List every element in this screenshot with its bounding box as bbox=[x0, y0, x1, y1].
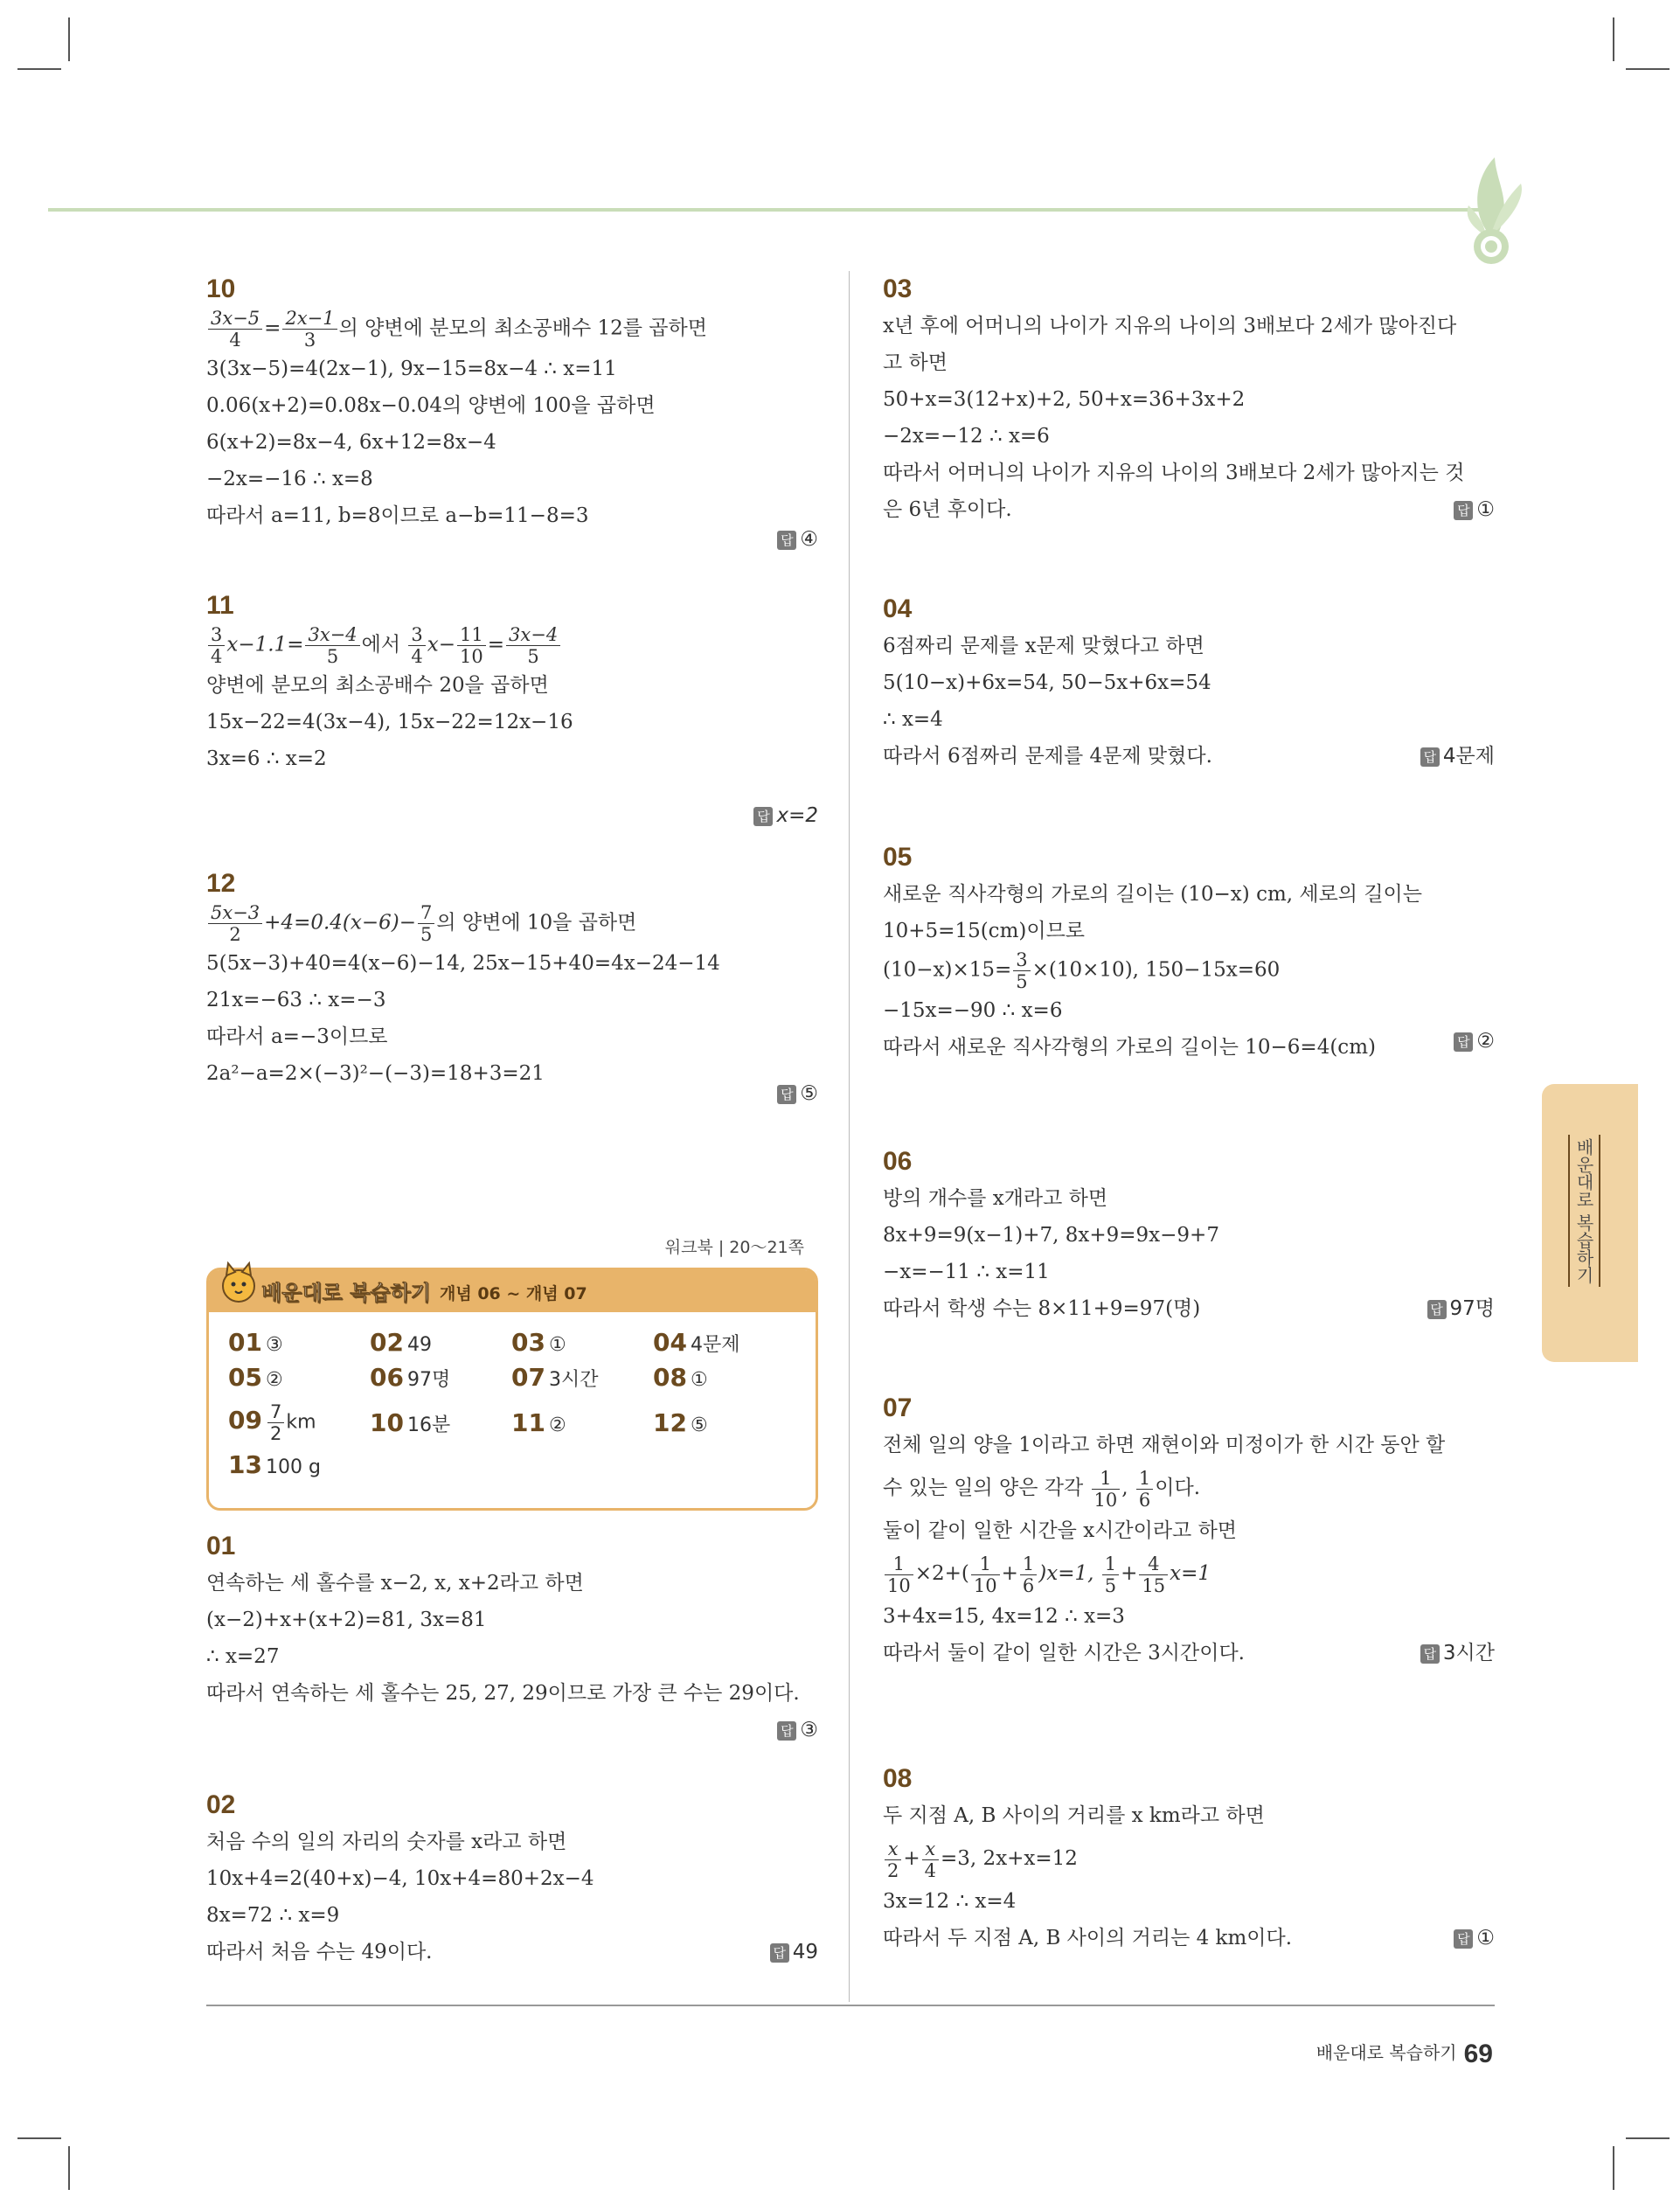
solution-line: 3x=12 ∴ x=4 bbox=[883, 1890, 1017, 1913]
crop-mark bbox=[1613, 2146, 1614, 2190]
problem-number: 08 bbox=[883, 1764, 913, 1793]
fraction bbox=[208, 308, 262, 351]
answer bbox=[1427, 1290, 1496, 1327]
answer bbox=[777, 521, 818, 558]
denominator: 3 bbox=[303, 330, 316, 351]
fraction bbox=[282, 308, 337, 351]
solution-line: 10+5=15(cm)이므로 bbox=[883, 920, 1086, 942]
review-value: km bbox=[286, 1411, 316, 1434]
text: 의 양변에 분모의 최소공배수 12를 곱하면 bbox=[338, 316, 707, 340]
answer-badge-icon: 답 bbox=[1420, 747, 1440, 767]
numerator: 3 bbox=[408, 624, 425, 646]
review-value: 4문제 bbox=[690, 1334, 740, 1356]
equation-line bbox=[206, 308, 818, 351]
numerator: 3 bbox=[1013, 949, 1030, 971]
review-number: 07 bbox=[511, 1363, 545, 1392]
answer bbox=[1454, 1920, 1495, 1956]
solution-08 bbox=[883, 1761, 1495, 1956]
numerator: 7 bbox=[418, 902, 434, 924]
denominator: 2 bbox=[887, 1859, 899, 1881]
problem-number: 05 bbox=[883, 843, 913, 872]
denominator: 4 bbox=[924, 1859, 937, 1881]
review-number: 06 bbox=[370, 1363, 404, 1392]
text: x− bbox=[427, 633, 456, 657]
denominator: 4 bbox=[229, 330, 241, 351]
review-answer bbox=[511, 1363, 598, 1392]
text: , bbox=[1121, 1477, 1135, 1499]
answer-value: 49 bbox=[792, 1941, 818, 1963]
solution-02 bbox=[206, 1787, 818, 1970]
solution-line: 2a²−a=2×(−3)²−(−3)=18+3=21 bbox=[206, 1062, 545, 1085]
solution-line: (x−2)+x+(x+2)=81, 3x=81 bbox=[206, 1609, 487, 1631]
text: 수 있는 일의 양은 각각 bbox=[883, 1477, 1090, 1499]
solution-line: 처음 수의 일의 자리의 숫자를 x라고 하면 bbox=[206, 1831, 567, 1853]
solution-03 bbox=[883, 271, 1495, 528]
equation-line bbox=[206, 902, 818, 945]
solution-line: 5(10−x)+6x=54, 50−5x+6x=54 bbox=[883, 671, 1211, 694]
denominator: 10 bbox=[973, 1574, 997, 1596]
numerator: 1 bbox=[885, 1553, 913, 1575]
solution-11 bbox=[206, 587, 818, 827]
numerator: 1 bbox=[1092, 1468, 1121, 1490]
fraction bbox=[408, 624, 425, 667]
numerator: 1 bbox=[971, 1553, 1000, 1575]
numerator: 7 bbox=[267, 1401, 284, 1423]
leaf-ornament-icon bbox=[1451, 149, 1530, 271]
fraction bbox=[971, 1553, 1000, 1596]
solution-04 bbox=[883, 591, 1495, 775]
answer-value: ① bbox=[1476, 498, 1495, 521]
solution-line: 따라서 a=−3이므로 bbox=[206, 1025, 388, 1048]
solution-line: −2x=−12 ∴ x=6 bbox=[883, 425, 1050, 448]
answer bbox=[1454, 491, 1495, 528]
text: =3, 2x+x=12 bbox=[941, 1847, 1078, 1870]
page-number: 69 bbox=[1463, 2039, 1493, 2068]
review-answer bbox=[228, 1401, 316, 1444]
review-value: ① bbox=[690, 1369, 708, 1391]
answer-value: ② bbox=[1476, 1030, 1495, 1053]
fraction bbox=[208, 902, 262, 945]
solution-line: x년 후에 어머니의 나이가 지유의 나이의 3배보다 2세가 많아진다 bbox=[883, 315, 1457, 337]
solution-line: 따라서 a=11, b=8이므로 a−b=11−8=3 bbox=[206, 504, 589, 527]
answer bbox=[777, 1712, 818, 1748]
crop-mark bbox=[17, 68, 61, 70]
review-answer bbox=[228, 1363, 283, 1392]
answer-value: x=2 bbox=[776, 804, 818, 827]
review-value: 3시간 bbox=[548, 1369, 599, 1391]
answer-badge-icon: 답 bbox=[1454, 1032, 1473, 1052]
solution-line: 따라서 두 지점 A, B 사이의 거리는 4 km이다. bbox=[883, 1927, 1293, 1949]
denominator: 2 bbox=[269, 1423, 282, 1444]
footer-label: 배운대로 복습하기 bbox=[1316, 2042, 1457, 2063]
solution-line: 은 6년 후이다. bbox=[883, 498, 1012, 521]
equation-line bbox=[206, 624, 818, 667]
crop-mark bbox=[68, 2146, 70, 2190]
answer bbox=[777, 1075, 818, 1112]
denominator: 6 bbox=[1022, 1574, 1035, 1596]
text: )x=1, bbox=[1038, 1562, 1100, 1585]
answer bbox=[770, 1934, 818, 1970]
review-value: 16분 bbox=[406, 1414, 451, 1436]
text: + bbox=[1121, 1562, 1138, 1585]
denominator: 5 bbox=[420, 924, 433, 945]
fraction bbox=[885, 1838, 901, 1881]
denominator: 5 bbox=[326, 646, 339, 667]
footer-rule bbox=[206, 2005, 1495, 2006]
solution-line: −x=−11 ∴ x=11 bbox=[883, 1261, 1050, 1283]
review-answer bbox=[653, 1363, 708, 1392]
solution-line: 5(5x−3)+40=4(x−6)−14, 25x−15+40=4x−24−14 bbox=[206, 952, 720, 975]
solution-line: 6(x+2)=8x−4, 6x+12=8x−4 bbox=[206, 431, 496, 454]
text: (10−x)×15= bbox=[883, 958, 1012, 982]
review-value: ③ bbox=[265, 1334, 283, 1356]
solution-10 bbox=[206, 271, 818, 551]
solution-line: 따라서 연속하는 세 홀수는 25, 27, 29이므로 가장 큰 수는 29이다. bbox=[206, 1682, 800, 1705]
solution-line: 두 지점 A, B 사이의 거리를 x km라고 하면 bbox=[883, 1804, 1265, 1827]
solution-line: 10x+4=2(40+x)−4, 10x+4=80+2x−4 bbox=[206, 1867, 594, 1890]
header-rule bbox=[48, 208, 1482, 212]
solution-line: 따라서 새로운 직사각형의 가로의 길이는 10−6=4(cm) bbox=[883, 1036, 1376, 1059]
denominator: 10 bbox=[1093, 1489, 1118, 1511]
solution-line: −2x=−16 ∴ x=8 bbox=[206, 468, 373, 490]
numerator: 3 bbox=[208, 624, 225, 646]
numerator: 1 bbox=[1020, 1553, 1037, 1575]
side-tab bbox=[1542, 1084, 1638, 1362]
solution-line: 둘이 같이 일한 시간을 x시간이라고 하면 bbox=[883, 1519, 1238, 1542]
crop-mark bbox=[68, 17, 70, 61]
numerator: x bbox=[885, 1838, 901, 1860]
crop-mark bbox=[1613, 17, 1614, 61]
text: 이다. bbox=[1155, 1477, 1201, 1499]
review-answer bbox=[228, 1450, 321, 1479]
answer bbox=[1420, 1635, 1495, 1671]
solution-07 bbox=[883, 1390, 1495, 1671]
fraction bbox=[1092, 1468, 1121, 1511]
page-footer bbox=[1316, 2039, 1493, 2069]
review-number: 04 bbox=[653, 1328, 687, 1357]
solution-line: 고 하면 bbox=[883, 351, 948, 374]
review-answer bbox=[228, 1328, 283, 1357]
answer bbox=[1420, 738, 1495, 775]
review-value: 49 bbox=[406, 1334, 432, 1356]
fraction bbox=[267, 1401, 284, 1444]
solution-line: 8x+9=9(x−1)+7, 8x+9=9x−9+7 bbox=[883, 1224, 1219, 1247]
answer-badge-icon: 답 bbox=[777, 531, 796, 550]
text: 의 양변에 10을 곱하면 bbox=[436, 911, 637, 935]
review-number: 10 bbox=[370, 1408, 404, 1437]
problem-number: 12 bbox=[206, 869, 236, 898]
review-value: 100 g bbox=[265, 1456, 321, 1478]
answer-value: ⑤ bbox=[800, 1082, 818, 1105]
review-answer bbox=[370, 1328, 432, 1357]
denominator: 5 bbox=[1104, 1574, 1117, 1596]
solution-line: 3+4x=15, 4x=12 ∴ x=3 bbox=[883, 1605, 1125, 1628]
crop-mark bbox=[17, 2137, 61, 2139]
column-divider bbox=[849, 271, 850, 2002]
review-value: 97명 bbox=[406, 1369, 451, 1391]
cat-mascot-icon bbox=[218, 1260, 260, 1309]
fraction bbox=[418, 902, 434, 945]
solution-line: 방의 개수를 x개라고 하면 bbox=[883, 1187, 1108, 1210]
workbook-reference: 워크북 | 20～21쪽 bbox=[664, 1238, 804, 1257]
fraction bbox=[457, 624, 486, 667]
equation-line bbox=[883, 1834, 1495, 1883]
problem-number: 10 bbox=[206, 275, 236, 303]
solution-line: 8x=72 ∴ x=9 bbox=[206, 1904, 340, 1927]
review-title: 배운대로 복습하기 bbox=[261, 1281, 431, 1305]
review-value: ② bbox=[548, 1414, 566, 1436]
solution-line: 따라서 둘이 같이 일한 시간은 3시간이다. bbox=[883, 1642, 1245, 1664]
text: x−1.1= bbox=[226, 633, 304, 657]
answer-badge-icon: 답 bbox=[777, 1721, 796, 1741]
solution-12 bbox=[206, 865, 818, 1105]
review-answer bbox=[511, 1408, 566, 1437]
text: ×(10×10), 150−15x=60 bbox=[1031, 958, 1281, 982]
fraction bbox=[1020, 1553, 1037, 1596]
numerator: 5x−3 bbox=[208, 902, 262, 924]
review-answer bbox=[370, 1363, 450, 1392]
solution-line: 3(3x−5)=4(2x−1), 9x−15=8x−4 ∴ x=11 bbox=[206, 358, 617, 380]
review-number: 09 bbox=[228, 1405, 262, 1435]
numerator: 2x−1 bbox=[282, 308, 337, 330]
solution-line: 새로운 직사각형의 가로의 길이는 (10−x) cm, 세로의 길이는 bbox=[883, 883, 1422, 906]
problem-number: 04 bbox=[883, 594, 913, 623]
review-number: 11 bbox=[511, 1408, 545, 1437]
text: + bbox=[903, 1847, 920, 1870]
answer-value: ① bbox=[1476, 1927, 1495, 1949]
answer-badge-icon: 답 bbox=[777, 1085, 796, 1104]
denominator: 15 bbox=[1142, 1574, 1166, 1596]
crop-mark bbox=[1626, 68, 1670, 70]
solution-line: 양변에 분모의 최소공배수 20을 곱하면 bbox=[206, 674, 549, 697]
numerator: 3x−4 bbox=[506, 624, 560, 646]
solution-line: 전체 일의 양을 1이라고 하면 재현이와 미정이가 한 시간 동안 할 bbox=[883, 1434, 1446, 1456]
equation-line bbox=[883, 949, 1495, 992]
answer-value: ③ bbox=[800, 1719, 818, 1741]
side-tab-label: 배운대로 복습하기 bbox=[1568, 1135, 1600, 1287]
fraction bbox=[506, 624, 560, 667]
numerator: 3x−5 bbox=[208, 308, 262, 330]
review-answer bbox=[511, 1328, 566, 1357]
answer-badge-icon: 답 bbox=[753, 807, 773, 826]
review-number: 01 bbox=[228, 1328, 262, 1357]
review-range: 개념 06 ~ 개념 07 bbox=[440, 1284, 587, 1303]
text: +4=0.4(x−6)− bbox=[264, 911, 417, 935]
solution-line: 15x−22=4(3x−4), 15x−22=12x−16 bbox=[206, 711, 573, 733]
answer-value: 4문제 bbox=[1442, 745, 1495, 768]
numerator: 11 bbox=[457, 624, 486, 646]
equation-line bbox=[883, 1463, 1495, 1512]
solution-line: 따라서 처음 수는 49이다. bbox=[206, 1941, 433, 1963]
problem-number: 01 bbox=[206, 1532, 236, 1560]
review-answer bbox=[653, 1328, 739, 1357]
review-number: 13 bbox=[228, 1450, 262, 1479]
text: 에서 bbox=[361, 633, 407, 657]
problem-number: 03 bbox=[883, 275, 913, 303]
denominator: 6 bbox=[1138, 1489, 1151, 1511]
text: ×2+( bbox=[914, 1562, 969, 1585]
solution-06 bbox=[883, 1143, 1495, 1327]
review-number: 03 bbox=[511, 1328, 545, 1357]
equation-line bbox=[883, 1549, 1495, 1598]
problem-number: 11 bbox=[206, 591, 234, 620]
solution-line: 따라서 6점짜리 문제를 4문제 맞혔다. bbox=[883, 745, 1212, 768]
numerator: 1 bbox=[1136, 1468, 1153, 1490]
answer-badge-icon: 답 bbox=[1454, 1929, 1473, 1949]
answer-badge-icon: 답 bbox=[1454, 501, 1473, 520]
text: + bbox=[1001, 1562, 1018, 1585]
answer bbox=[1454, 1023, 1495, 1060]
denominator: 4 bbox=[411, 646, 423, 667]
solution-line: ∴ x=4 bbox=[883, 708, 943, 731]
solution-line: 6점짜리 문제를 x문제 맞혔다고 하면 bbox=[883, 635, 1204, 657]
review-number: 02 bbox=[370, 1328, 404, 1357]
solution-line: 3x=6 ∴ x=2 bbox=[206, 747, 327, 770]
problem-number: 06 bbox=[883, 1147, 913, 1176]
answer-badge-icon: 답 bbox=[770, 1943, 789, 1963]
review-value: ② bbox=[265, 1369, 283, 1391]
denominator: 5 bbox=[1016, 971, 1028, 992]
denominator: 10 bbox=[460, 646, 483, 667]
fraction bbox=[922, 1838, 939, 1881]
numerator: 3x−4 bbox=[305, 624, 359, 646]
numerator: 1 bbox=[1102, 1553, 1119, 1575]
text: = bbox=[487, 633, 505, 657]
review-answer bbox=[653, 1408, 708, 1437]
review-number: 08 bbox=[653, 1363, 687, 1392]
problem-number: 02 bbox=[206, 1790, 236, 1819]
equals: = bbox=[264, 316, 281, 340]
answer bbox=[753, 797, 818, 834]
solution-line: −15x=−90 ∴ x=6 bbox=[883, 999, 1063, 1022]
solution-line: 따라서 학생 수는 8×11+9=97(명) bbox=[883, 1297, 1201, 1320]
review-number: 12 bbox=[653, 1408, 687, 1437]
solution-line: 따라서 어머니의 나이가 지유의 나이의 3배보다 2세가 많아지는 것 bbox=[883, 462, 1465, 484]
answer-badge-icon: 답 bbox=[1420, 1644, 1440, 1664]
denominator: 5 bbox=[527, 646, 539, 667]
answer-value: ④ bbox=[800, 528, 818, 551]
text: x=1 bbox=[1170, 1562, 1211, 1585]
review-answer bbox=[370, 1408, 450, 1437]
review-number: 05 bbox=[228, 1363, 262, 1392]
answer-badge-icon: 답 bbox=[1427, 1300, 1447, 1319]
solution-line: 연속하는 세 홀수를 x−2, x, x+2라고 하면 bbox=[206, 1572, 584, 1595]
crop-mark bbox=[1626, 2137, 1670, 2139]
review-value: ① bbox=[548, 1334, 566, 1356]
solution-line: 0.06(x+2)=0.08x−0.04의 양변에 100을 곱하면 bbox=[206, 394, 656, 417]
solution-line: 50+x=3(12+x)+2, 50+x=36+3x+2 bbox=[883, 388, 1246, 411]
fraction bbox=[1139, 1553, 1168, 1596]
solution-01 bbox=[206, 1528, 818, 1741]
review-box bbox=[206, 1268, 818, 1511]
denominator: 4 bbox=[211, 646, 223, 667]
fraction bbox=[1136, 1468, 1153, 1511]
solution-line: 21x=−63 ∴ x=−3 bbox=[206, 989, 386, 1011]
fraction bbox=[208, 624, 225, 667]
numerator: x bbox=[922, 1838, 939, 1860]
denominator: 2 bbox=[229, 924, 241, 945]
solution-05 bbox=[883, 839, 1495, 1066]
fraction bbox=[1102, 1553, 1119, 1596]
solution-line: ∴ x=27 bbox=[206, 1645, 280, 1668]
problem-number: 07 bbox=[883, 1393, 913, 1422]
fraction bbox=[885, 1553, 913, 1596]
answer-value: 3시간 bbox=[1442, 1642, 1495, 1664]
review-value: ⑤ bbox=[690, 1414, 708, 1436]
fraction bbox=[305, 624, 359, 667]
fraction bbox=[1013, 949, 1030, 992]
numerator: 4 bbox=[1139, 1553, 1168, 1575]
answer-value: 97명 bbox=[1449, 1297, 1495, 1320]
denominator: 10 bbox=[887, 1574, 911, 1596]
